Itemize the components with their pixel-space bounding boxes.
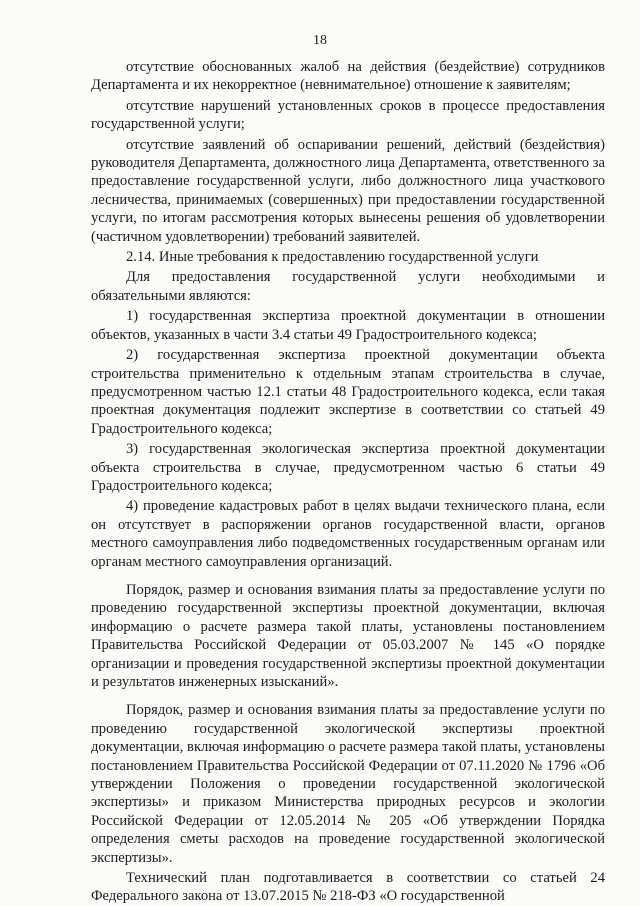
paragraph-fee-expertise: Порядок, размер и основания взимания платы за предоставление услуги по проведению государственной экспертизы проектной документации, включая информацию о расчете размера такой платы, установлены постановлением Правительства Российской Федерации от 05.03.2007 № 145 «О порядке организации и проведения государственной экспертизы проектной документации и результатов инженерных изысканий». <box>91 581 605 690</box>
list-item-3: 3) государственная экологическая экспертиза проектной документации объекта строительства в случае, предусмотренном частью 6 статьи 49 Градостроительного кодекса; <box>91 441 605 494</box>
page-number: 18 <box>313 33 327 48</box>
paragraph-technical-plan: Технический план подготавливается в соответствии со статьей 24 Федерального закона от 13.07.2015 № 218-ФЗ «О государственной <box>91 870 605 905</box>
list-item-4: 4) проведение кадастровых работ в целях выдачи технического плана, если он отсутствует в распоряжении органов государственной власти, органов местного самоуправления либо подведомственных государственным органам или органам местного самоуправления организаций. <box>91 498 605 570</box>
paragraph-appeals: отсутствие заявлений об оспаривании решений, действий (бездействия) руководителя Департамента, должностного лица Департамента, ответственного за предоставление государственной услуги, либо должностного лица участкового лесничества, принимаемых (совершенных) при предоставлении государственной услуги, по итогам рассмотрения которых вынесены решения об удовлетворении (частичном удовлетворении) требований заявителей. <box>91 136 605 245</box>
list-item-1: 1) государственная экспертиза проектной документации в отношении объектов, указанных в части 3.4 статьи 49 Градостроительного кодекса; <box>91 308 605 343</box>
paragraph-fee-ecological: Порядок, размер и основания взимания платы за предоставление услуги по проведению государственной экологической экспертизы проектной документации, включая информацию о расчете размера такой платы, установлены постановлением Правительства Российской Федерации от 07.11.2020 № 1796 «Об утверждении Положения о проведении государственной экологической экспертизы» и приказом Министерства природных ресурсов и экологии Российской Федерации от 12.05.2014 № 205 «Об утверждении Порядка определения сметы расходов на проведение государственной экологической экспертизы». <box>91 702 605 866</box>
section-heading-2-14: 2.14. Иные требования к предоставлению государственной услуги <box>126 249 539 266</box>
list-item-2: 2) государственная экспертиза проектной документации объекта строительства применительно к отдельным этапам строительства в случае, предусмотренном частью 12.1 статьи 48 Градостроительного кодекса, если такая проектная документация подлежит экспертизе в соответствии со статьей 49 Градостроительного кодекса; <box>91 347 605 437</box>
paragraph-required-services: Для предоставления государственной услуги необходимыми и обязательными являются: <box>91 269 605 304</box>
paragraph-deadlines: отсутствие нарушений установленных сроков в процессе предоставления государственной услуги; <box>91 97 605 133</box>
paragraph-complaints: отсутствие обоснованных жалоб на действия (бездействие) сотрудников Департамента и их некорректное (невнимательное) отношение к заявителям; <box>91 59 605 94</box>
document-body <box>91 58 605 906</box>
